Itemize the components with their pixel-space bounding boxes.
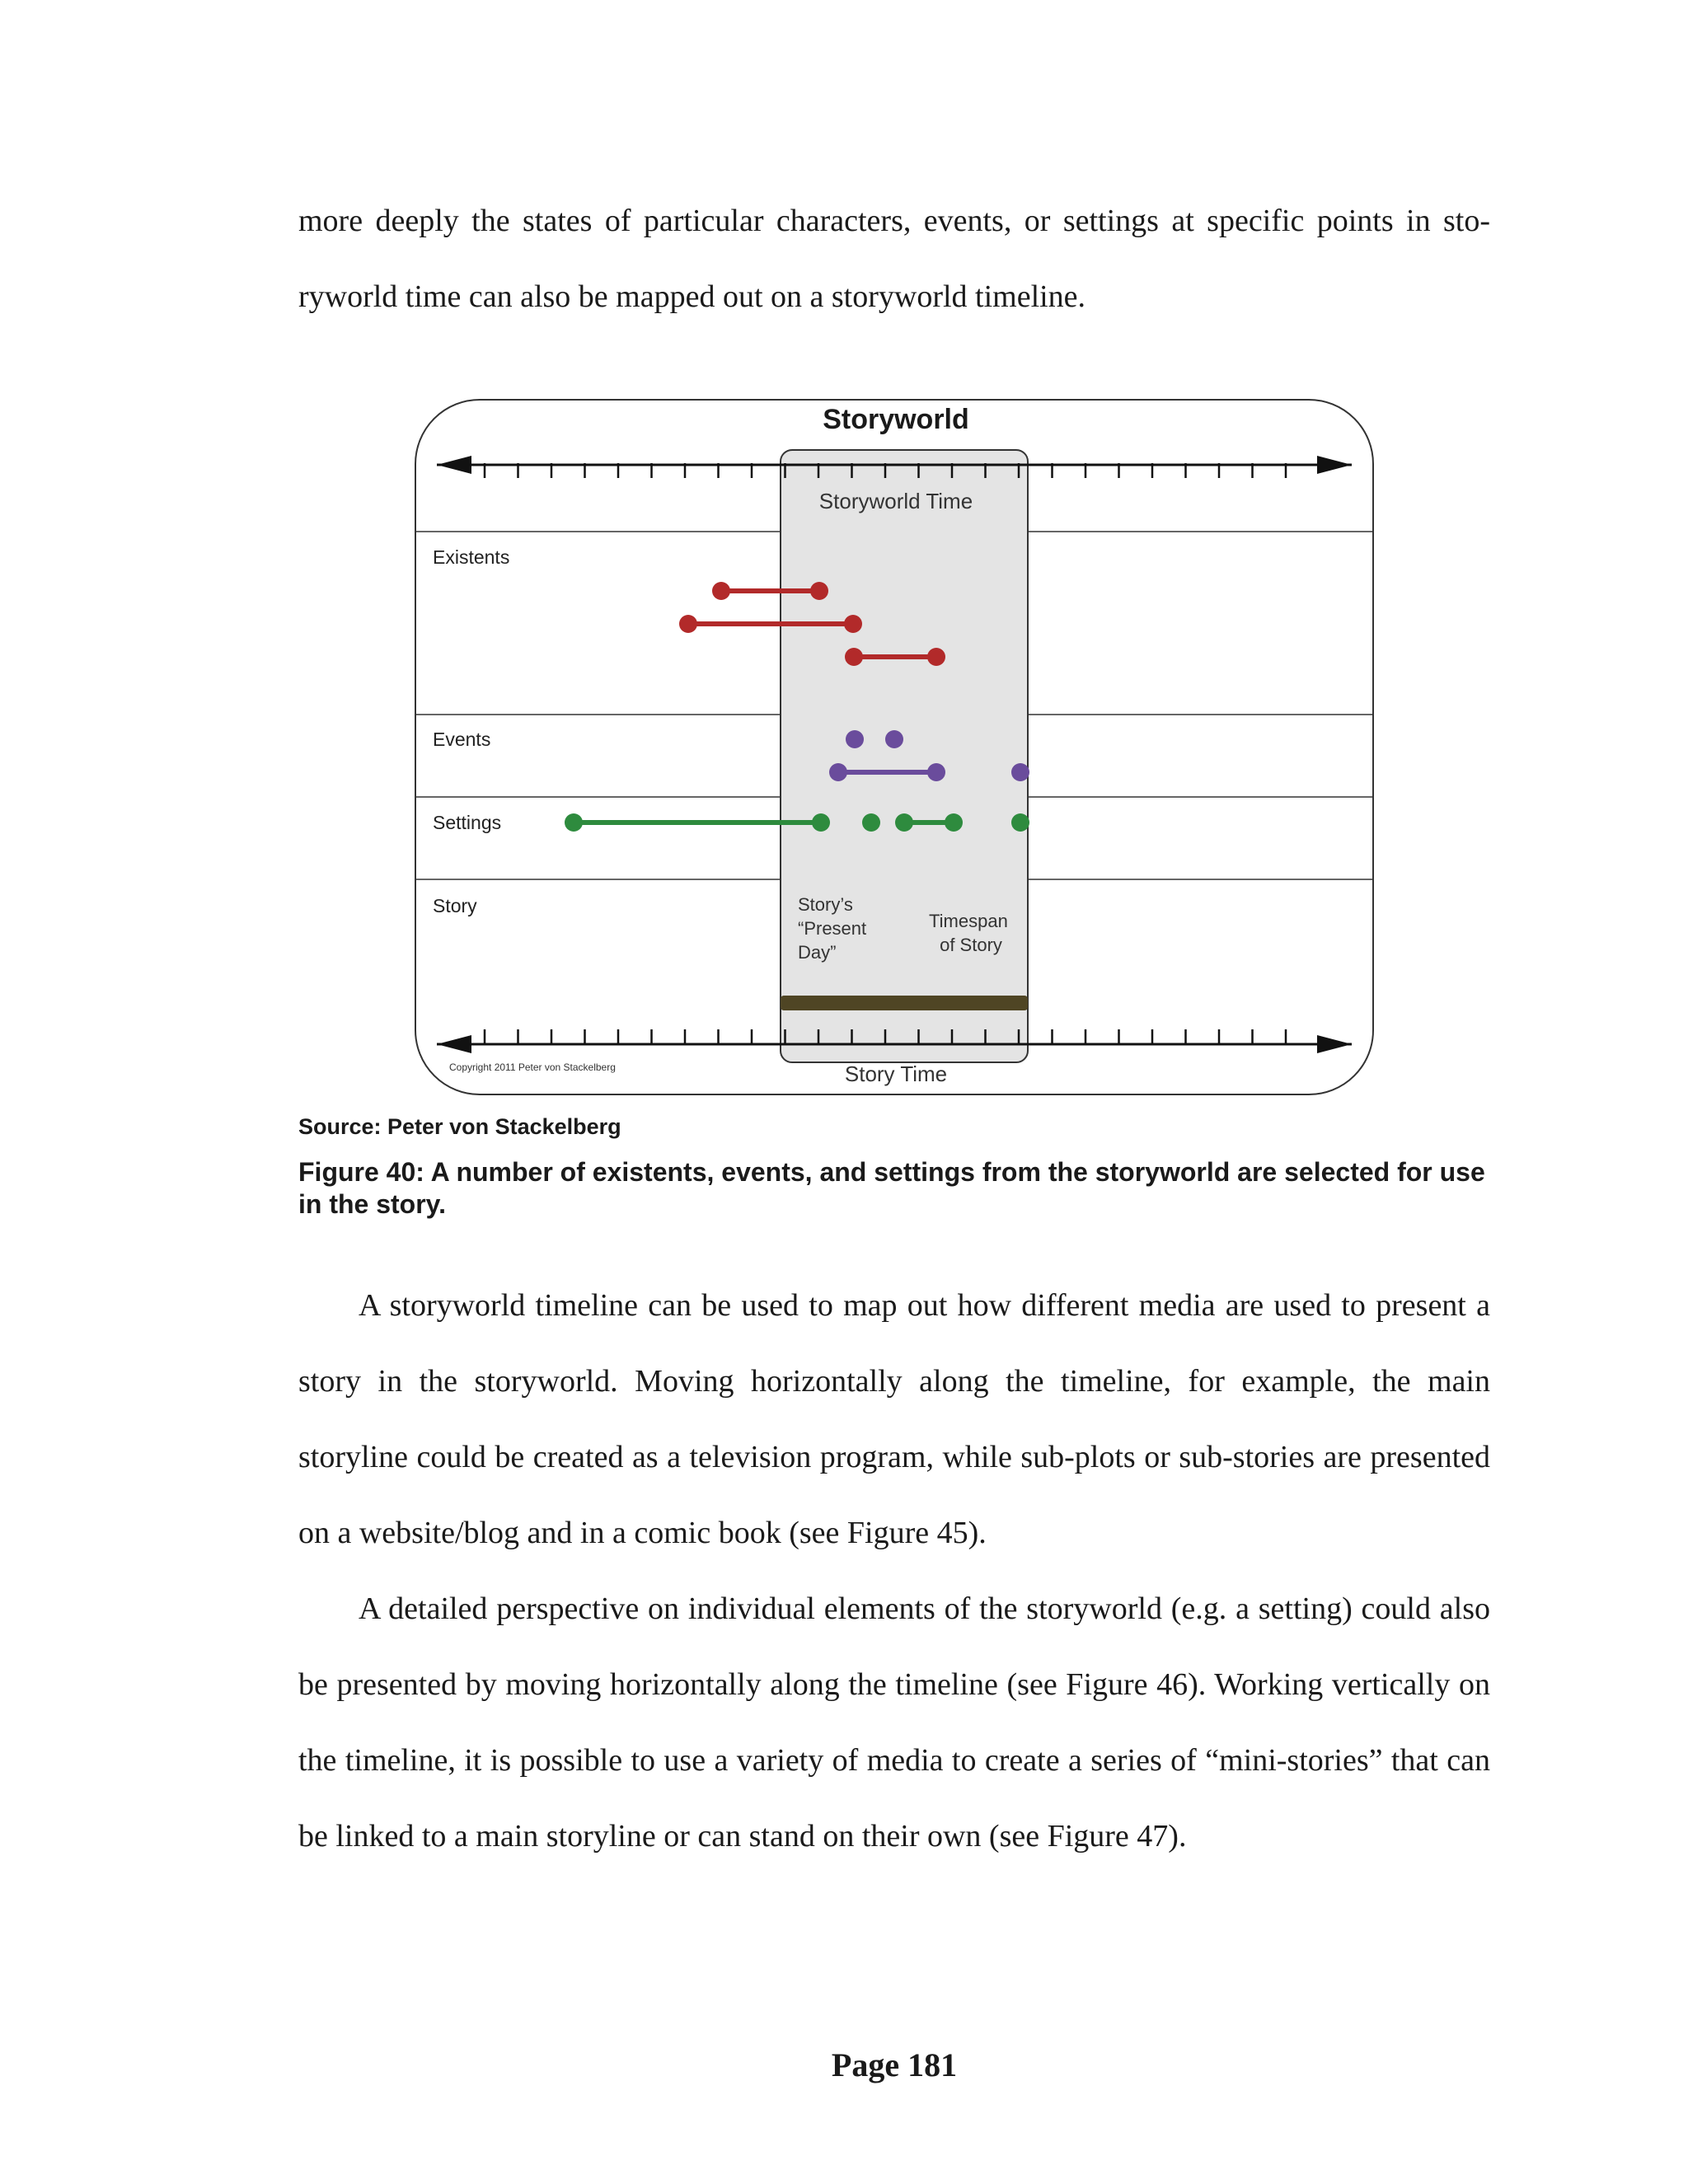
storyworld-time-window [781,450,1028,1062]
body-text [298,1268,1490,1874]
diagram-title: Storyworld [823,404,969,435]
story-present-day-label: Story’s “Present Day” [798,894,867,963]
story-timespan-bar [781,996,1028,1010]
story-time-label: Story Time [844,1062,948,1086]
setting-dot [862,813,880,832]
setting-dot [565,813,583,832]
top-paragraph-line-1: more deeply the states of particular characters, events, or settings at specific points in sto- [298,204,1490,238]
row-label-events: Events [433,729,491,750]
storyworld-timeline-figure [404,396,1376,1104]
storyworld-time-label: Storyworld Time [818,489,973,513]
row-label-settings: Settings [433,812,502,833]
setting-dot [1011,813,1029,832]
existent-dot [927,648,945,666]
paragraph-2: A storyworld timeline can be used to map out how different media are used to present a story in the storyworld. Moving horizontally along the timeline, for example, the main storyline could be created as a television program, while sub-plots or sub-stories are presented on a website/blog and in a comic book (see Figure 45). [298,1288,1490,1550]
setting-dot [945,813,963,832]
paragraph-3: A detailed perspective on individual elements of the storyworld (e.g. a setting) could also be presented by moving horizontally along the timeline (see Figure 46). Working vertically on the timeline, it is possible to use a variety of media to create a series of “mini-stories” that can be linked to a main storyline or can stand on their own (see Figure 47). [298,1591,1490,1854]
existent-dot [712,582,730,600]
page-number: Page 181 [831,2046,958,2083]
row-label-story: Story [433,895,477,916]
copyright-note: Copyright 2011 Peter von Stackelberg [449,1062,616,1073]
top-paragraph [298,183,1490,335]
event-dot [885,730,903,748]
setting-dot [812,813,830,832]
event-dot [846,730,864,748]
top-paragraph-line-2: ryworld time can also be mapped out on a storyworld timeline. [298,279,1086,314]
event-dot [829,763,847,781]
existent-dot [679,615,697,633]
event-dot [1011,763,1029,781]
existent-dot [844,615,862,633]
existent-dot [845,648,863,666]
figure-caption: Figure 40: A number of existents, events, and settings from the storyworld are selected for use in the story. [298,1157,1485,1219]
setting-dot [895,813,913,832]
row-label-existents: Existents [433,546,510,568]
figure-source: Source: Peter von Stackelberg [298,1114,621,1139]
event-dot [927,763,945,781]
existent-dot [810,582,828,600]
timespan-of-story-label: Timespan of Story [929,911,1008,955]
